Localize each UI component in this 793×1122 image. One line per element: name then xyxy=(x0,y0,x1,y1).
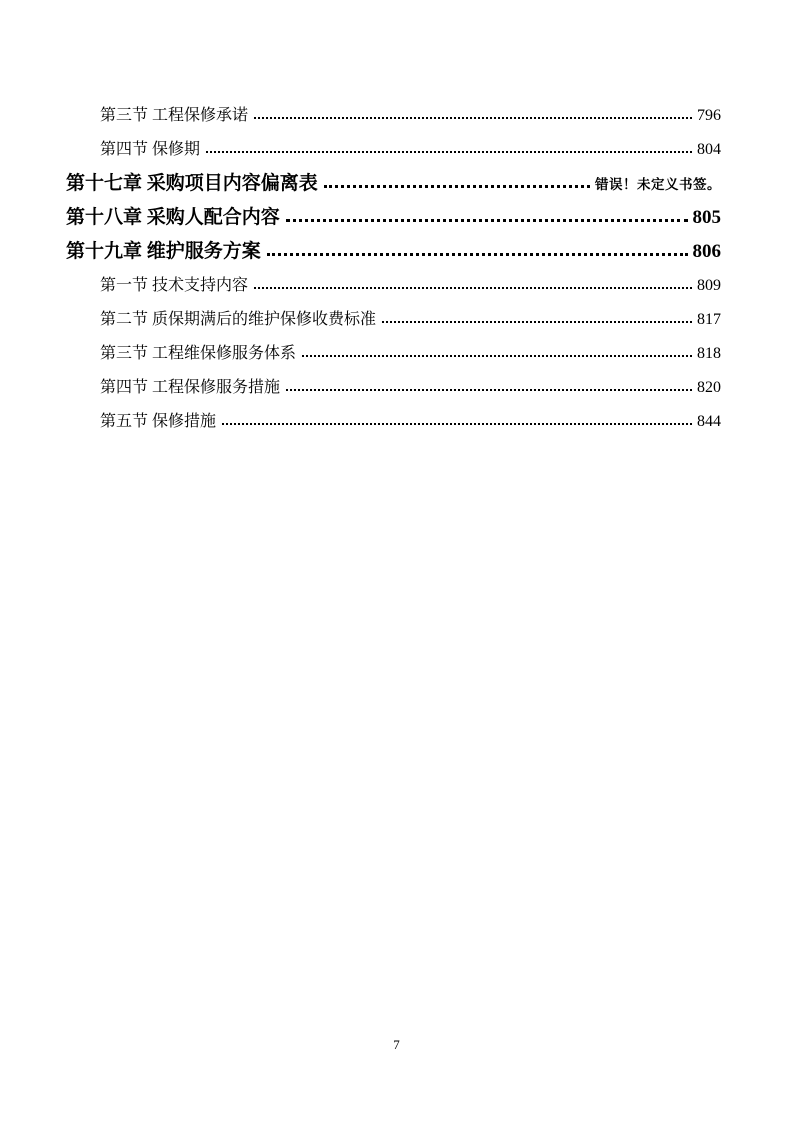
toc-entry[interactable] xyxy=(66,269,721,303)
toc-entry[interactable] xyxy=(66,303,721,337)
toc-entry-label: 第四节 保修期 xyxy=(100,141,201,158)
toc-entry-page: 818 xyxy=(697,345,721,362)
toc-leader-dots xyxy=(254,117,692,119)
toc-entry-label: 第四节 工程保修服务措施 xyxy=(100,379,281,396)
toc-entry-page: 820 xyxy=(697,379,721,396)
toc-entry[interactable] xyxy=(66,167,721,201)
toc-leader-dots xyxy=(286,219,688,222)
toc-entry-page: 796 xyxy=(697,107,721,124)
toc-entry[interactable] xyxy=(66,235,721,269)
toc-leader-dots xyxy=(302,355,692,357)
toc-entry-label: 第二节 质保期满后的维护保修收费标准 xyxy=(100,311,377,328)
toc-entry-page: 804 xyxy=(697,141,721,158)
toc-entry-label: 第三节 工程保修承诺 xyxy=(100,107,249,124)
toc-leader-dots xyxy=(267,253,688,256)
toc-leader-dots xyxy=(382,321,692,323)
table-of-contents xyxy=(66,99,721,439)
toc-leader-dots xyxy=(254,287,692,289)
toc-entry[interactable] xyxy=(66,371,721,405)
toc-entry-label: 第十九章 维护服务方案 xyxy=(66,241,261,262)
toc-leader-dots xyxy=(206,151,692,153)
toc-leader-dots xyxy=(324,185,590,188)
toc-entry[interactable] xyxy=(66,99,721,133)
toc-entry-label: 第十八章 采购人配合内容 xyxy=(66,207,280,228)
toc-entry-page: 844 xyxy=(697,413,721,430)
toc-entry-page: 806 xyxy=(692,241,721,262)
toc-entry-page: 错误！未定义书签。 xyxy=(595,177,721,192)
toc-entry-page: 805 xyxy=(692,207,721,228)
toc-entry-page: 809 xyxy=(697,277,721,294)
page-number: 7 xyxy=(393,1037,400,1052)
toc-entry-page: 817 xyxy=(697,311,721,328)
toc-entry-label: 第三节 工程维保修服务体系 xyxy=(100,345,297,362)
toc-entry-label: 第一节 技术支持内容 xyxy=(100,277,249,294)
toc-leader-dots xyxy=(286,389,692,391)
toc-entry[interactable] xyxy=(66,201,721,235)
page-footer xyxy=(0,1036,793,1054)
toc-entry-label: 第十七章 采购项目内容偏离表 xyxy=(66,173,318,194)
toc-entry[interactable] xyxy=(66,405,721,439)
toc-entry-label: 第五节 保修措施 xyxy=(100,413,217,430)
toc-entry[interactable] xyxy=(66,133,721,167)
toc-leader-dots xyxy=(222,423,692,425)
toc-entry[interactable] xyxy=(66,337,721,371)
